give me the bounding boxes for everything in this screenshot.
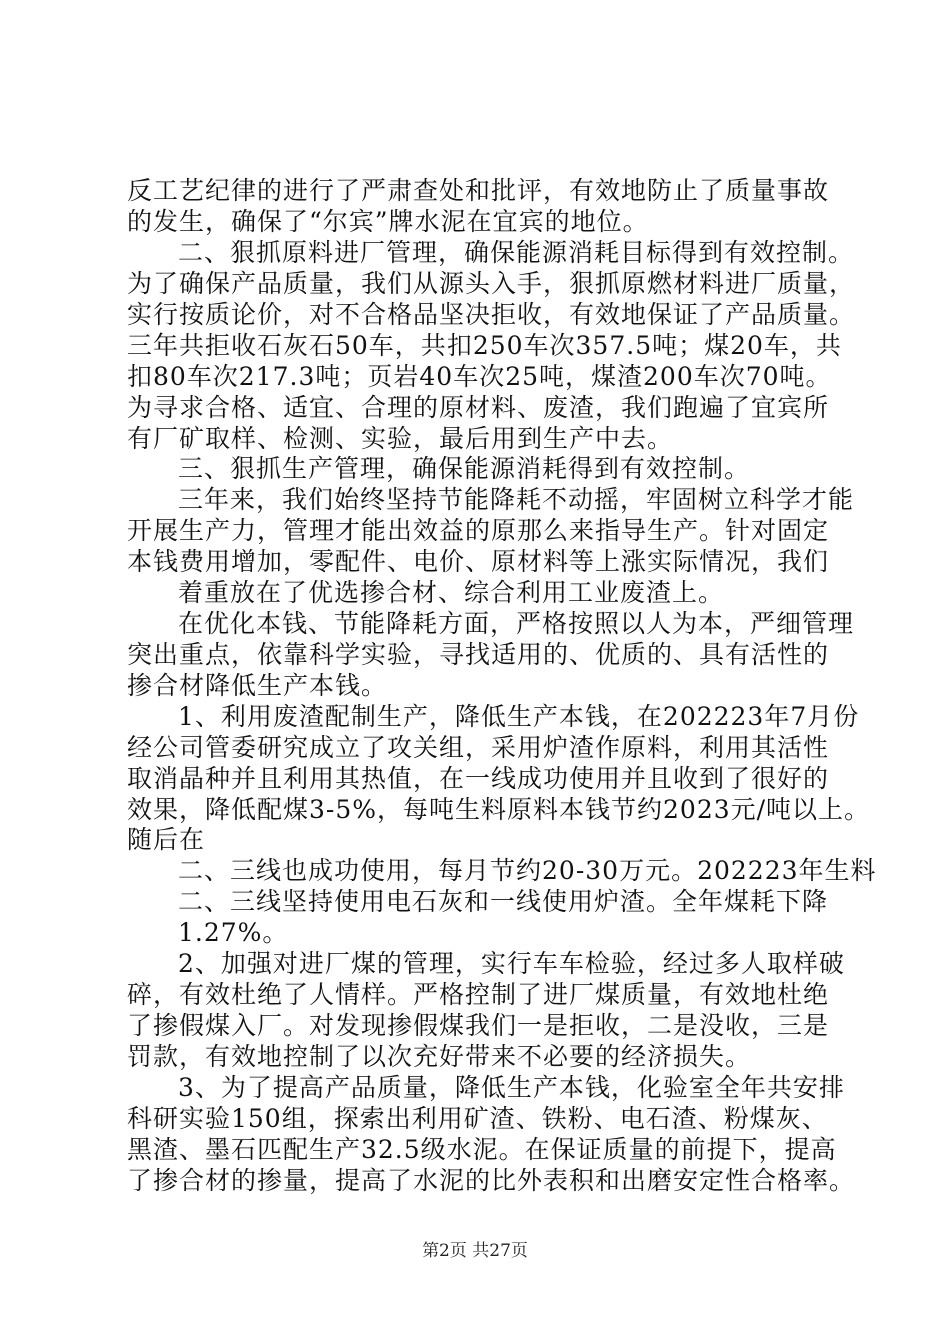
text-line: 经公司管委研究成立了攻关组，采用炉渣作原料，利用其活性 xyxy=(127,733,830,762)
text-line: 反工艺纪律的进行了严肃查处和批评，有效地防止了质量事故 xyxy=(127,176,830,205)
text-line: 开展生产力，管理才能出效益的原那么来指导生产。针对固定 xyxy=(127,516,830,545)
text-line: 有厂矿取样、检测、实验，最后用到生产中去。 xyxy=(127,424,674,453)
text-line: 的发生，确保了“尔宾”牌水泥在宜宾的地位。 xyxy=(127,207,649,236)
text-line: 1、利用废渣配制生产，降低生产本钱，在202223年7月份 xyxy=(178,702,860,731)
text-line: 2、加强对进厂煤的管理，实行车车检验，经过多人取样破 xyxy=(178,949,845,978)
text-line: 二、三线也成功使用，每月节约20-30万元。202223年生料 xyxy=(178,856,877,885)
text-line: 3、为了提高产品质量，降低生产本钱，化验室全年共安排 xyxy=(178,1073,845,1102)
text-line: 本钱费用增加，零配件、电价、原材料等上涨实际情况，我们 xyxy=(127,547,830,576)
page-number-footer: 第2页 共27页 xyxy=(422,1241,528,1261)
text-line: 二、狠抓原料进厂管理，确保能源消耗目标得到有效控制。 xyxy=(178,238,855,267)
text-line: 取消晶种并且利用其热值，在一线成功使用并且收到了很好的 xyxy=(127,764,830,793)
text-line: 为了确保产品质量，我们从源头入手，狠抓原燃材料进厂质量， xyxy=(127,269,856,298)
text-line: 了掺合材的掺量，提高了水泥的比外表积和出磨安定性合格率。 xyxy=(127,1166,856,1195)
text-line: 突出重点，依靠科学实验，寻找适用的、优质的、具有活性的 xyxy=(127,640,830,669)
text-line: 科研实验150组，探索出利用矿渣、铁粉、电石渣、粉煤灰、 xyxy=(127,1104,828,1133)
text-line: 为寻求合格、适宜、合理的原材料、废渣，我们跑遍了宜宾所 xyxy=(127,393,830,422)
text-line: 扣80车次217.3吨；页岩40车次25吨，煤渣200车次70吨。 xyxy=(127,362,832,391)
text-line: 实行按质论价，对不合格品坚决拒收，有效地保证了产品质量。 xyxy=(127,300,856,329)
text-line: 三年共拒收石灰石50车，共扣250车次357.5吨；煤20车，共 xyxy=(127,331,842,360)
text-line: 效果，降低配煤3-5%，每吨生料原料本钱节约2023元/吨以上。 xyxy=(127,795,871,824)
text-line: 黑渣、墨石匹配生产32.5级水泥。在保证质量的前提下，提高 xyxy=(127,1135,837,1164)
text-line: 了掺假煤入厂。对发现掺假煤我们一是拒收，二是没收，三是 xyxy=(127,1011,830,1040)
text-line: 着重放在了优选掺合材、综合利用工业废渣上。 xyxy=(178,578,725,607)
text-line: 1.27%。 xyxy=(178,918,289,947)
text-line: 三年来，我们始终坚持节能降耗不动摇，牢固树立科学才能 xyxy=(178,485,855,514)
text-line: 三、狠抓生产管理，确保能源消耗得到有效控制。 xyxy=(178,454,751,483)
text-line: 在优化本钱、节能降耗方面，严格按照以人为本，严细管理 xyxy=(178,609,855,638)
text-line: 碎，有效杜绝了人情样。严格控制了进厂煤质量，有效地杜绝 xyxy=(127,980,830,1009)
text-line: 掺合材降低生产本钱。 xyxy=(127,671,388,700)
text-line: 随后在 xyxy=(127,825,206,854)
text-line: 二、三线坚持使用电石灰和一线使用炉渣。全年煤耗下降 xyxy=(178,887,829,916)
text-line: 罚款，有效地控制了以次充好带来不必要的经济损失。 xyxy=(127,1042,752,1071)
